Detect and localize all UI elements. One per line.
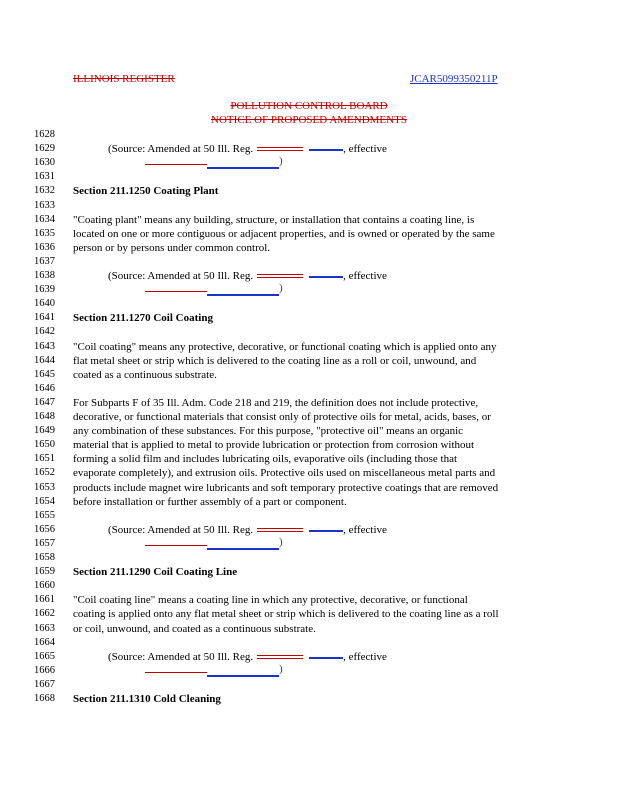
line-number: 1656 bbox=[34, 524, 55, 535]
body-text-line: located on one or more contiguous or adjacent properties, and is owned or operated by the same bbox=[73, 228, 495, 240]
body-text-line: products include magnet wire lubricants and soft temporary protective coatings that are removed bbox=[73, 482, 499, 494]
line-number: 1650 bbox=[34, 439, 55, 450]
inserted-blank bbox=[207, 294, 279, 296]
line-number: 1668 bbox=[34, 693, 55, 704]
line-number: 1635 bbox=[34, 228, 55, 239]
deleted-blank bbox=[145, 672, 207, 673]
line-number: 1655 bbox=[34, 510, 55, 521]
body-text-line: "Coil coating line" means a coating line in which any protective, decorative, or functional bbox=[73, 594, 468, 606]
body-text-line: person or by persons under common control. bbox=[73, 242, 271, 254]
body-text-line: coating is applied onto any flat metal sheet or strip which is delivered to the coating line as a roll bbox=[73, 608, 499, 620]
body-text-line: "Coil coating" means any protective, decorative, or functional coating which is applied onto any bbox=[73, 341, 497, 353]
body-text-line: any combination of these substances. For this purpose, "protective oil" means an organic bbox=[73, 425, 464, 437]
inserted-blank bbox=[207, 675, 279, 677]
section-heading: Section 211.1250 Coating Plant bbox=[73, 185, 219, 197]
line-number: 1646 bbox=[34, 383, 55, 394]
source-note-text: (Source: Amended at 50 Ill. Reg. bbox=[108, 270, 254, 282]
line-number: 1651 bbox=[34, 453, 55, 464]
line-number: 1663 bbox=[34, 623, 55, 634]
body-text-line: forming a solid film and includes lubricating oils, evaporative oils (including those that bbox=[73, 453, 458, 465]
line-number: 1648 bbox=[34, 411, 55, 422]
source-note bbox=[108, 142, 588, 156]
line-number: 1662 bbox=[34, 608, 55, 619]
notice-title: NOTICE OF PROPOSED AMENDMENTS bbox=[211, 114, 407, 126]
effective-text: , effective bbox=[343, 651, 387, 663]
line-number: 1665 bbox=[34, 651, 55, 662]
line-number: 1645 bbox=[34, 369, 55, 380]
inserted-blank bbox=[309, 147, 343, 151]
deleted-blank bbox=[257, 274, 303, 278]
closing-paren: ) bbox=[279, 155, 283, 167]
deleted-blank bbox=[257, 147, 303, 151]
effective-text: , effective bbox=[343, 524, 387, 536]
line-number: 1633 bbox=[34, 200, 55, 211]
closing-paren: ) bbox=[279, 663, 283, 675]
body-text-line: decorative, or functional materials that consist only of protective oils for metal, acids, bases, or bbox=[73, 411, 491, 423]
body-text-line: coated as a continuous substrate. bbox=[73, 369, 217, 381]
line-number: 1637 bbox=[34, 256, 55, 267]
inserted-blank bbox=[207, 167, 279, 169]
line-number: 1664 bbox=[34, 637, 55, 648]
effective-text: , effective bbox=[343, 270, 387, 282]
line-number: 1642 bbox=[34, 326, 55, 337]
deleted-blank bbox=[145, 164, 207, 165]
source-note bbox=[108, 269, 588, 283]
line-number: 1628 bbox=[34, 129, 55, 140]
line-number: 1654 bbox=[34, 496, 55, 507]
source-note-text: (Source: Amended at 50 Ill. Reg. bbox=[108, 651, 254, 663]
body-text-line: For Subparts F of 35 Ill. Adm. Code 218 and 219, the definition does not include protective, bbox=[73, 397, 479, 409]
line-number: 1630 bbox=[34, 157, 55, 168]
deleted-blank bbox=[145, 291, 207, 292]
line-number: 1644 bbox=[34, 355, 55, 366]
line-number: 1631 bbox=[34, 171, 55, 182]
deleted-blank bbox=[145, 545, 207, 546]
jcar-reference-link[interactable]: JCAR5099350211P bbox=[410, 73, 498, 85]
source-note-text: (Source: Amended at 50 Ill. Reg. bbox=[108, 143, 254, 155]
line-number: 1660 bbox=[34, 580, 55, 591]
line-number: 1634 bbox=[34, 214, 55, 225]
line-number: 1658 bbox=[34, 552, 55, 563]
line-number: 1643 bbox=[34, 341, 55, 352]
closing-paren: ) bbox=[279, 282, 283, 294]
inserted-blank bbox=[309, 528, 343, 532]
body-text-line: flat metal sheet or strip which is delivered to the coating line as a roll or coil, unwound, and bbox=[73, 355, 477, 367]
line-number: 1638 bbox=[34, 270, 55, 281]
section-heading: Section 211.1270 Coil Coating bbox=[73, 312, 213, 324]
inserted-blank bbox=[309, 655, 343, 659]
line-number: 1641 bbox=[34, 312, 55, 323]
line-number: 1632 bbox=[34, 185, 55, 196]
line-number: 1640 bbox=[34, 298, 55, 309]
agency-name: POLLUTION CONTROL BOARD bbox=[230, 100, 388, 112]
source-note-text: (Source: Amended at 50 Ill. Reg. bbox=[108, 524, 254, 536]
line-number: 1667 bbox=[34, 679, 55, 690]
deleted-blank bbox=[257, 655, 303, 659]
body-text-line: "Coating plant" means any building, structure, or installation that contains a coating line, is bbox=[73, 214, 475, 226]
body-text-line: material that is applied to metal to provide lubrication or protection from corrosion without bbox=[73, 439, 475, 451]
closing-paren: ) bbox=[279, 536, 283, 548]
section-heading: Section 211.1290 Coil Coating Line bbox=[73, 566, 238, 578]
deleted-blank bbox=[257, 528, 303, 532]
inserted-blank bbox=[207, 548, 279, 550]
line-number: 1647 bbox=[34, 397, 55, 408]
register-title: ILLINOIS REGISTER bbox=[73, 73, 175, 85]
line-number: 1639 bbox=[34, 284, 55, 295]
source-note bbox=[108, 650, 588, 664]
line-number: 1659 bbox=[34, 566, 55, 577]
line-number: 1657 bbox=[34, 538, 55, 549]
body-text-line: or coil, unwound, and coated as a continuous substrate. bbox=[73, 623, 316, 635]
line-number: 1649 bbox=[34, 425, 55, 436]
line-number: 1661 bbox=[34, 594, 55, 605]
line-number: 1652 bbox=[34, 467, 55, 478]
source-note bbox=[108, 523, 588, 537]
line-number: 1636 bbox=[34, 242, 55, 253]
body-text-line: before installation or further assembly of a part or component. bbox=[73, 496, 347, 508]
effective-text: , effective bbox=[343, 143, 387, 155]
line-number: 1653 bbox=[34, 482, 55, 493]
line-number: 1666 bbox=[34, 665, 55, 676]
body-text-line: evaporate completely), and extrusion oils. Protective oils used on miscellaneous metal parts and bbox=[73, 467, 496, 479]
inserted-blank bbox=[309, 274, 343, 278]
section-heading: Section 211.1310 Cold Cleaning bbox=[73, 693, 221, 705]
line-number: 1629 bbox=[34, 143, 55, 154]
